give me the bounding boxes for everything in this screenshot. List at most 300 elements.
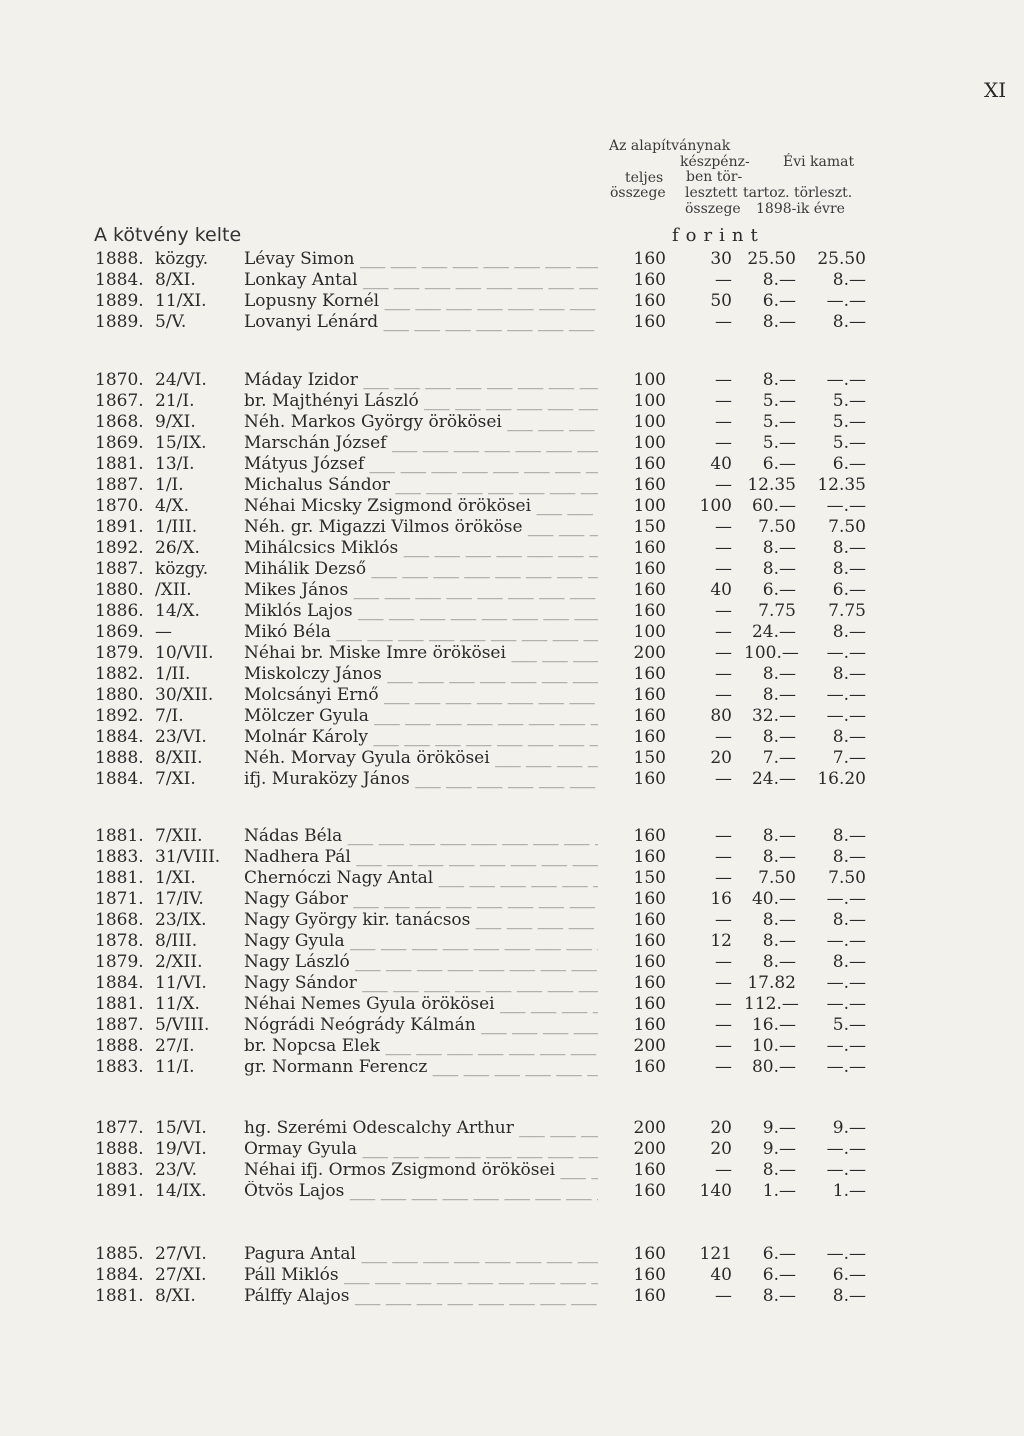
cell-interest-paid: —.— (826, 973, 866, 993)
header-col2-line2: ben tör- (686, 169, 743, 185)
cell-year: 1881. (95, 826, 144, 846)
cell-year: 1885. (95, 1244, 144, 1264)
cell-interest-due: 60.— (751, 496, 796, 516)
cell-interest-due: 6.— (762, 291, 796, 311)
cell-interest-due: 5.— (762, 391, 796, 411)
cell-interest-paid: —.— (826, 685, 866, 705)
cell-interest-due: 8.— (762, 538, 796, 558)
cell-interest-paid: —.— (826, 370, 866, 390)
cell-year: 1889. (95, 291, 144, 311)
cell-interest-paid: 5.— (832, 412, 866, 432)
cell-interest-paid: 8.— (832, 622, 866, 642)
cell-name: Nádas Béla ___ _ (244, 826, 598, 847)
cell-paid: 16 (710, 889, 732, 909)
cell-name: Molcsányi Ernő ___ _ (244, 685, 598, 706)
cell-paid: — (715, 370, 732, 390)
table-row (0, 291, 1024, 312)
header-col3-line3: 1898-ik évre (756, 201, 845, 217)
cell-date: 23/V. (155, 1160, 198, 1180)
cell-date: 17/IV. (155, 889, 204, 909)
cell-name: Miklós Lajos ___ _ (244, 601, 598, 622)
cell-interest-paid: 7.75 (828, 601, 866, 621)
cell-date: 27/I. (155, 1036, 195, 1056)
cell-date: 13/I. (155, 454, 195, 474)
cell-total: 100 (633, 370, 666, 390)
table-row (0, 643, 1024, 664)
cell-name: Michalus Sándor ___ _ (244, 475, 598, 496)
cell-year: 1884. (95, 973, 144, 993)
cell-total: 100 (633, 412, 666, 432)
header-col3-line2: tartoz. törleszt. (743, 185, 853, 201)
cell-interest-due: 8.— (762, 952, 796, 972)
cell-total: 200 (633, 1036, 666, 1056)
cell-date: 11/VI. (155, 973, 207, 993)
cell-paid: 12 (710, 931, 732, 951)
cell-name: Néhai ifj. Ormos Zsigmond örökösei ___ _ (244, 1160, 598, 1181)
cell-year: 1870. (95, 496, 144, 516)
cell-interest-paid: —.— (826, 706, 866, 726)
cell-year: 1879. (95, 952, 144, 972)
cell-interest-paid: 5.— (832, 433, 866, 453)
cell-interest-due: 32.— (751, 706, 796, 726)
cell-total: 160 (633, 1181, 666, 1201)
cell-year: 1888. (95, 1139, 144, 1159)
cell-paid: 40 (710, 1265, 732, 1285)
cell-name: hg. Szerémi Odescalchy Arthur ___ _ (244, 1118, 598, 1139)
cell-paid: — (715, 727, 732, 747)
table-row (0, 249, 1024, 270)
cell-paid: — (715, 643, 732, 663)
cell-year: 1867. (95, 391, 144, 411)
cell-name: Nagy Gyula ___ _ (244, 931, 598, 952)
cell-year: 1888. (95, 1036, 144, 1056)
cell-paid: 80 (710, 706, 732, 726)
cell-name: Pagura Antal ___ _ (244, 1244, 598, 1265)
cell-name: Mölczer Gyula ___ _ (244, 706, 598, 727)
cell-interest-paid: 8.— (832, 1286, 866, 1306)
cell-name: Miskolczy János ___ _ (244, 664, 598, 685)
cell-name: Néh. Markos György örökösei ___ _ (244, 412, 598, 433)
table-row (0, 706, 1024, 727)
cell-paid: — (715, 973, 732, 993)
cell-year: 1869. (95, 622, 144, 642)
cell-date: 26/X. (155, 538, 200, 558)
cell-date: 9/XI. (155, 412, 196, 432)
cell-name: Mihálcsics Miklós ___ _ (244, 538, 598, 559)
cell-interest-paid: 7.— (832, 748, 866, 768)
cell-paid: — (715, 1057, 732, 1077)
cell-total: 160 (633, 454, 666, 474)
cell-total: 160 (633, 889, 666, 909)
cell-year: 1881. (95, 994, 144, 1014)
table-row (0, 769, 1024, 790)
table-row (0, 1160, 1024, 1181)
cell-total: 150 (633, 748, 666, 768)
cell-paid: — (715, 270, 732, 290)
cell-total: 160 (633, 664, 666, 684)
cell-paid: — (715, 1036, 732, 1056)
cell-interest-paid: —.— (826, 889, 866, 909)
table-row (0, 1057, 1024, 1078)
cell-interest-paid: —.— (826, 994, 866, 1014)
cell-year: 1870. (95, 370, 144, 390)
cell-year: 1891. (95, 517, 144, 537)
table-row (0, 475, 1024, 496)
cell-date: — (155, 622, 172, 642)
cell-total: 160 (633, 847, 666, 867)
cell-interest-due: 7.50 (758, 868, 796, 888)
cell-year: 1881. (95, 1286, 144, 1306)
cell-year: 1883. (95, 1057, 144, 1077)
cell-name: Molnár Károly ___ _ (244, 727, 598, 748)
cell-name: Nagy Gábor ___ _ (244, 889, 598, 910)
cell-year: 1883. (95, 847, 144, 867)
cell-interest-paid: 25.50 (817, 249, 866, 269)
table-row (0, 1244, 1024, 1265)
cell-year: 1868. (95, 910, 144, 930)
table-row (0, 1036, 1024, 1057)
cell-interest-due: 7.— (762, 748, 796, 768)
table-row (0, 1265, 1024, 1286)
cell-total: 160 (633, 1057, 666, 1077)
kelte-label: A kötvény kelte (94, 224, 242, 246)
table-row (0, 994, 1024, 1015)
cell-date: 15/IX. (155, 433, 207, 453)
cell-interest-due: 6.— (762, 454, 796, 474)
table-row (0, 973, 1024, 994)
cell-year: 1888. (95, 249, 144, 269)
cell-date: 27/XI. (155, 1265, 207, 1285)
cell-total: 160 (633, 769, 666, 789)
cell-total: 100 (633, 496, 666, 516)
cell-name: Máday Izidor ___ _ (244, 370, 598, 391)
cell-name: Mikó Béla ___ _ (244, 622, 598, 643)
cell-year: 1877. (95, 1118, 144, 1138)
cell-total: 150 (633, 868, 666, 888)
cell-interest-due: 8.— (762, 370, 796, 390)
cell-date: 8/III. (155, 931, 198, 951)
cell-date: 27/VI. (155, 1244, 207, 1264)
cell-name: Lopusny Kornél ___ _ (244, 291, 598, 312)
cell-paid: — (715, 769, 732, 789)
cell-date: 8/XI. (155, 1286, 196, 1306)
cell-year: 1882. (95, 664, 144, 684)
table-row (0, 868, 1024, 889)
cell-paid: — (715, 559, 732, 579)
cell-interest-due: 8.— (762, 559, 796, 579)
cell-interest-due: 8.— (762, 664, 796, 684)
cell-name: Nagy Sándor ___ _ (244, 973, 598, 994)
cell-date: 5/VIII. (155, 1015, 210, 1035)
cell-total: 160 (633, 312, 666, 332)
table-row (0, 910, 1024, 931)
cell-year: 1881. (95, 868, 144, 888)
cell-paid: — (715, 826, 732, 846)
cell-year: 1884. (95, 769, 144, 789)
cell-year: 1884. (95, 1265, 144, 1285)
cell-total: 160 (633, 1265, 666, 1285)
cell-year: 1888. (95, 748, 144, 768)
cell-interest-paid: 8.— (832, 910, 866, 930)
table-row (0, 370, 1024, 391)
cell-date: közgy. (155, 559, 209, 579)
header-col2-line3: lesztett (685, 185, 738, 201)
cell-paid: — (715, 868, 732, 888)
cell-name: ifj. Muraközy János ___ _ (244, 769, 598, 790)
cell-interest-due: 6.— (762, 1265, 796, 1285)
cell-total: 160 (633, 910, 666, 930)
cell-interest-due: 5.— (762, 433, 796, 453)
cell-interest-paid: 7.50 (828, 868, 866, 888)
cell-interest-paid: 8.— (832, 270, 866, 290)
cell-interest-paid: 16.20 (817, 769, 866, 789)
cell-total: 160 (633, 475, 666, 495)
cell-date: 30/XII. (155, 685, 214, 705)
cell-paid: 40 (710, 454, 732, 474)
cell-total: 160 (633, 994, 666, 1014)
cell-name: Nadhera Pál ___ _ (244, 847, 598, 868)
cell-date: 24/VI. (155, 370, 207, 390)
cell-paid: — (715, 517, 732, 537)
cell-year: 1883. (95, 1160, 144, 1180)
cell-year: 1868. (95, 412, 144, 432)
cell-total: 100 (633, 622, 666, 642)
cell-interest-due: 8.— (762, 270, 796, 290)
cell-total: 160 (633, 559, 666, 579)
cell-interest-due: 8.— (762, 910, 796, 930)
cell-date: 5/V. (155, 312, 187, 332)
cell-year: 1884. (95, 727, 144, 747)
table-row (0, 622, 1024, 643)
cell-date: 4/X. (155, 496, 190, 516)
cell-total: 200 (633, 1118, 666, 1138)
cell-name: Lonkay Antal ___ _ (244, 270, 598, 291)
cell-interest-paid: —.— (826, 1160, 866, 1180)
cell-interest-due: 8.— (762, 826, 796, 846)
cell-interest-due: 6.— (762, 580, 796, 600)
cell-interest-paid: 8.— (832, 847, 866, 867)
cell-total: 160 (633, 249, 666, 269)
cell-name: gr. Normann Ferencz ___ _ (244, 1057, 598, 1078)
cell-interest-due: 1.— (762, 1181, 796, 1201)
cell-date: 11/I. (155, 1057, 195, 1077)
cell-date: 2/XII. (155, 952, 203, 972)
cell-paid: — (715, 685, 732, 705)
cell-date: 8/XII. (155, 748, 203, 768)
cell-interest-due: 5.— (762, 412, 796, 432)
cell-paid: — (715, 1286, 732, 1306)
cell-paid: — (715, 391, 732, 411)
cell-interest-due: 24.— (751, 769, 796, 789)
cell-total: 160 (633, 580, 666, 600)
table-row (0, 391, 1024, 412)
cell-paid: — (715, 475, 732, 495)
table-row (0, 580, 1024, 601)
cell-paid: — (715, 601, 732, 621)
table-row (0, 1118, 1024, 1139)
cell-name: Néh. gr. Migazzi Vilmos örököse ___ _ (244, 517, 598, 538)
header-col2-line1: készpénz- (680, 154, 750, 170)
cell-name: Lovanyi Lénárd ___ _ (244, 312, 598, 333)
cell-date: 15/VI. (155, 1118, 207, 1138)
table-row (0, 1139, 1024, 1160)
cell-paid: 100 (699, 496, 732, 516)
cell-date: közgy. (155, 249, 209, 269)
cell-interest-paid: —.— (826, 1036, 866, 1056)
cell-interest-paid: —.— (826, 1139, 866, 1159)
cell-interest-due: 8.— (762, 847, 796, 867)
cell-total: 160 (633, 931, 666, 951)
cell-interest-due: 40.— (751, 889, 796, 909)
cell-interest-paid: 5.— (832, 1015, 866, 1035)
cell-interest-paid: —.— (826, 643, 866, 663)
cell-date: 7/I. (155, 706, 184, 726)
cell-name: br. Majthényi László ___ _ (244, 391, 598, 412)
header-col1-line1: teljes (625, 170, 664, 186)
cell-paid: — (715, 910, 732, 930)
cell-interest-due: 8.— (762, 685, 796, 705)
cell-interest-paid: 12.35 (817, 475, 866, 495)
header-col2-line4: összege (685, 201, 741, 217)
cell-year: 1880. (95, 580, 144, 600)
cell-interest-paid: 9.— (832, 1118, 866, 1138)
cell-name: Pálffy Alajos ___ _ (244, 1286, 598, 1307)
table-row (0, 826, 1024, 847)
cell-interest-paid: 5.— (832, 391, 866, 411)
cell-paid: — (715, 952, 732, 972)
header-col1-line2: összege (610, 185, 666, 201)
cell-paid: — (715, 312, 732, 332)
cell-date: 1/I. (155, 475, 184, 495)
cell-paid: 140 (699, 1181, 732, 1201)
table-row (0, 664, 1024, 685)
cell-paid: — (715, 847, 732, 867)
table-row (0, 433, 1024, 454)
cell-name: Néhai br. Miske Imre örökösei ___ _ (244, 643, 598, 664)
cell-name: Marschán József ___ _ (244, 433, 598, 454)
cell-total: 150 (633, 517, 666, 537)
cell-interest-paid: —.— (826, 1244, 866, 1264)
table-row (0, 517, 1024, 538)
cell-date: 1/XI. (155, 868, 196, 888)
table-row (0, 1181, 1024, 1202)
cell-date: 23/IX. (155, 910, 207, 930)
cell-total: 160 (633, 952, 666, 972)
cell-interest-paid: 8.— (832, 559, 866, 579)
cell-paid: — (715, 994, 732, 1014)
cell-paid: 20 (710, 1139, 732, 1159)
cell-interest-due: 9.— (762, 1139, 796, 1159)
table-row (0, 1286, 1024, 1307)
cell-paid: — (715, 433, 732, 453)
cell-total: 100 (633, 391, 666, 411)
cell-total: 160 (633, 727, 666, 747)
cell-interest-paid: 1.— (832, 1181, 866, 1201)
cell-year: 1879. (95, 643, 144, 663)
table-row (0, 270, 1024, 291)
cell-total: 160 (633, 601, 666, 621)
table-row (0, 952, 1024, 973)
cell-total: 200 (633, 643, 666, 663)
cell-interest-due: 7.75 (758, 601, 796, 621)
cell-paid: 50 (710, 291, 732, 311)
cell-year: 1892. (95, 706, 144, 726)
cell-name: Ormay Gyula ___ _ (244, 1139, 598, 1160)
cell-name: Mikes János ___ _ (244, 580, 598, 601)
cell-interest-due: 16.— (751, 1015, 796, 1035)
table-row (0, 1015, 1024, 1036)
cell-interest-paid: 6.— (832, 1265, 866, 1285)
cell-interest-due: 8.— (762, 1160, 796, 1180)
cell-paid: — (715, 622, 732, 642)
cell-interest-paid: 7.50 (828, 517, 866, 537)
cell-paid: 40 (710, 580, 732, 600)
cell-interest-paid: —.— (826, 496, 866, 516)
cell-name: Páll Miklós ___ _ (244, 1265, 598, 1286)
table-row (0, 847, 1024, 868)
cell-interest-due: 12.35 (747, 475, 796, 495)
cell-interest-paid: 8.— (832, 952, 866, 972)
cell-interest-due: 24.— (751, 622, 796, 642)
cell-interest-due: 100.— (744, 643, 799, 663)
cell-year: 1887. (95, 475, 144, 495)
cell-year: 1881. (95, 454, 144, 474)
cell-name: Néhai Micsky Zsigmond örökösei ___ _ (244, 496, 598, 517)
cell-paid: 30 (710, 249, 732, 269)
header-col3-line1: Évi kamat (783, 154, 855, 170)
cell-total: 160 (633, 291, 666, 311)
cell-date: 21/I. (155, 391, 195, 411)
cell-paid: — (715, 412, 732, 432)
cell-year: 1884. (95, 270, 144, 290)
cell-date: 8/XI. (155, 270, 196, 290)
cell-name: Mihálik Dezső ___ _ (244, 559, 598, 580)
cell-paid: — (715, 538, 732, 558)
cell-interest-paid: 6.— (832, 580, 866, 600)
cell-date: 7/XI. (155, 769, 196, 789)
cell-name: Néhai Nemes Gyula örökösei ___ _ (244, 994, 598, 1015)
cell-year: 1892. (95, 538, 144, 558)
cell-paid: — (715, 1015, 732, 1035)
cell-name: Nagy László ___ _ (244, 952, 598, 973)
table-row (0, 889, 1024, 910)
cell-total: 200 (633, 1139, 666, 1159)
table-row (0, 412, 1024, 433)
cell-total: 160 (633, 685, 666, 705)
cell-total: 160 (633, 973, 666, 993)
table-row (0, 496, 1024, 517)
cell-date: 11/X. (155, 994, 200, 1014)
table-row (0, 931, 1024, 952)
cell-interest-paid: —.— (826, 1057, 866, 1077)
cell-interest-due: 25.50 (747, 249, 796, 269)
cell-date: 10/VII. (155, 643, 214, 663)
cell-name: Néh. Morvay Gyula örökösei ___ _ (244, 748, 598, 769)
cell-paid: 20 (710, 1118, 732, 1138)
cell-year: 1887. (95, 1015, 144, 1035)
cell-date: 14/IX. (155, 1181, 207, 1201)
cell-interest-paid: —.— (826, 931, 866, 951)
cell-year: 1886. (95, 601, 144, 621)
cell-year: 1887. (95, 559, 144, 579)
cell-interest-due: 8.— (762, 1286, 796, 1306)
table-row (0, 685, 1024, 706)
table-row (0, 538, 1024, 559)
cell-name: Nagy György kir. tanácsos ___ _ (244, 910, 598, 931)
cell-interest-paid: 8.— (832, 538, 866, 558)
cell-interest-due: 8.— (762, 931, 796, 951)
cell-total: 160 (633, 1286, 666, 1306)
